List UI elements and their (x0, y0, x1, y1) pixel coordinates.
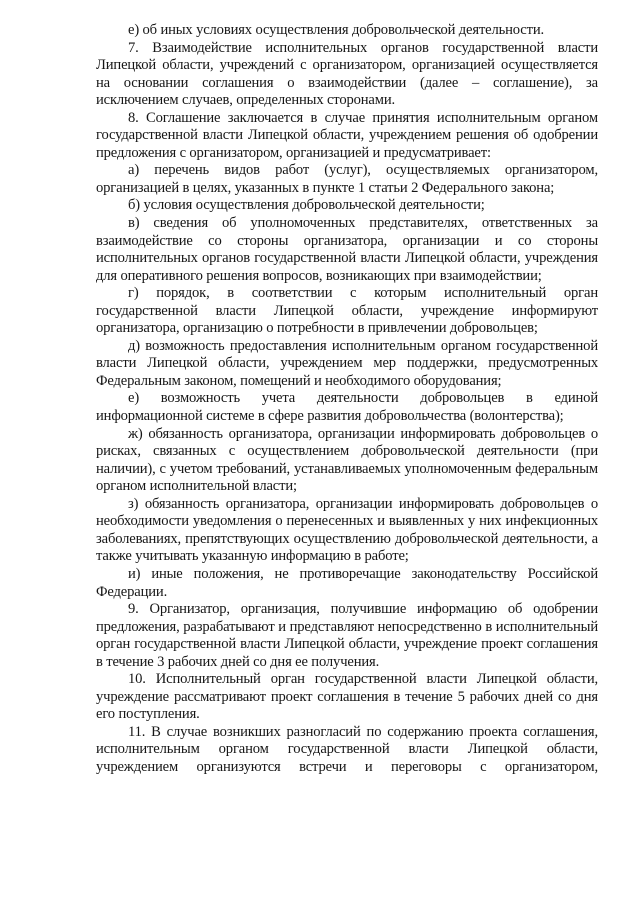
subitem-g-procedure: г) порядок, в соответствии с которым исполнительный орган государственной власти Липецкой области, учреждение информируют организатора, организацию о потребности в привлечении добровольцев; (96, 285, 598, 337)
clause-11-disagreements: 11. В случае возникших разногласий по содержанию проекта соглашения, исполнительным органом государственной власти Липецкой области, учреждением организуются встречи и переговоры с организатором, (96, 723, 598, 775)
clause-9-draft: 9. Организатор, организация, получившие информацию об одобрении предложения, разрабатывают и представляют непосредственно в исполнительный орган государственной власти Липецкой области, учреждение проект соглашения в течение 3 рабочих дней со дня ее получения. (96, 601, 598, 670)
clause-7-interaction: 7. Взаимодействие исполнительных органов государственной власти Липецкой области, учреждений с организатором, организацией осуществляется на основании соглашения о взаимодействии (далее – соглашение), за исключением случаев, определенных сторонами. (96, 39, 598, 109)
subitem-i-other: и) иные положения, не противоречащие законодательству Российской Федерации. (96, 565, 598, 600)
clause-8-agreement: 8. Соглашение заключается в случае принятия исполнительным органом государственной власти Липецкой области, учреждением решения об одобрении предложения с организатором, организацией и предусматривает: (96, 109, 598, 161)
subitem-d-support: д) возможность предоставления исполнительным органом государственной власти Липецкой области, учреждением мер поддержки, предусмотренных Федеральным законом, помещений и необходимого оборудования; (96, 337, 598, 389)
subitem-z-infections: з) обязанность организатора, организации информировать добровольцев о необходимости уведомления о перенесенных и выявленных у них инфекционных заболеваниях, препятствующих осуществлению добровольческой деятельности, а также учитывать указанную информацию в работе; (96, 495, 598, 565)
subitem-b-conditions: б) условия осуществления добровольческой деятельности; (128, 197, 485, 214)
subitem-v-representatives: в) сведения об уполномоченных представителях, ответственных за взаимодействие со стороны организатора, организации и со стороны исполнительных органов государственной власти Липецкой области, учреждения для оперативного решения вопросов, возникающих при взаимодействии; (96, 215, 598, 284)
clause-10-review: 10. Исполнительный орган государственной власти Липецкой области, учреждение рассматривают проект соглашения в течение 5 рабочих дней со дня его поступления. (96, 671, 598, 723)
subitem-e-accounting: е) возможность учета деятельности добровольцев в единой информационной системе в сфере развития добровольчества (волонтерства); (96, 390, 598, 425)
subitem-e-other-conditions: е) об иных условиях осуществления добровольческой деятельности. (128, 22, 545, 38)
subitem-a-work-list: а) перечень видов работ (услуг), осуществляемых организатором, организацией в целях, указанных в пункте 1 статьи 2 Федерального закона; (96, 162, 598, 196)
subitem-zh-risks: ж) обязанность организатора, организации информировать добровольцев о рисках, связанных с осуществлением добровольческой деятельности (при наличии), с учетом требований, устанавливаемых уполномоченным федеральным органом исполнительной власти; (96, 425, 598, 495)
document-page (96, 22, 598, 777)
